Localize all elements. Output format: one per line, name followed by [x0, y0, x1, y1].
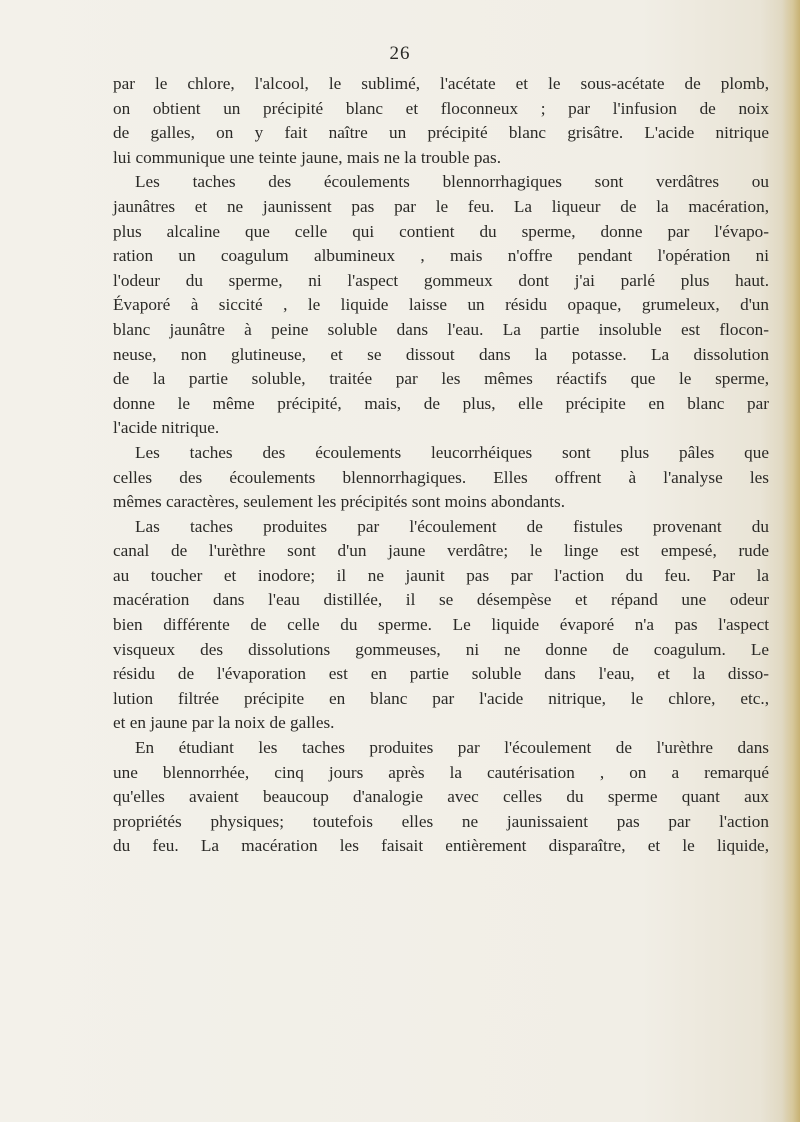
text-line: Les taches des écoulements blennorrhagiques sont verdâtres ou — [135, 172, 769, 192]
text-line: lution filtrée précipite en blanc par l'acide nitrique, le chlore, etc., — [113, 688, 769, 708]
text-line: donne le même précipité, mais, de plus, elle précipite en blanc par — [113, 393, 769, 413]
text-line: au toucher et inodore; il ne jaunit pas par l'action du feu. Par la — [113, 565, 769, 585]
text-line: Évaporé à siccité , le liquide laisse un résidu opaque, grumeleux, d'un — [113, 295, 769, 315]
text-line: une blennorrhée, cinq jours après la cautérisation , on a remarqué — [113, 762, 769, 782]
text-line: macération dans l'eau distillée, il se désempèse et répand une odeur — [113, 590, 769, 610]
text-line: jaunâtres et ne jaunissent pas par le feu. La liqueur de la macération, — [113, 196, 769, 216]
text-line: plus alcaline que celle qui contient du sperme, donne par l'évapo- — [113, 221, 769, 241]
text-line: blanc jaunâtre à peine soluble dans l'eau. La partie insoluble est flocon- — [113, 319, 769, 339]
body-text — [113, 72, 769, 859]
text-line: Las taches produites par l'écoulement de fistules provenant du — [135, 516, 769, 536]
text-line: l'acide nitrique. — [113, 418, 220, 438]
text-line: de galles, on y fait naître un précipité blanc grisâtre. L'acide nitrique — [113, 123, 769, 143]
text-line: et en jaune par la noix de galles. — [113, 713, 335, 733]
text-line: En étudiant les taches produites par l'écoulement de l'urèthre dans — [135, 738, 769, 758]
page-number: 26 — [389, 43, 411, 64]
text-line: propriétés physiques; toutefois elles ne jaunissaient pas par l'action — [113, 811, 769, 831]
text-line: visqueux des dissolutions gommeuses, ni ne donne de coagulum. Le — [113, 639, 769, 659]
text-line: celles des écoulements blennorrhagiques. Elles offrent à l'analyse les — [113, 467, 769, 487]
text-line: du feu. La macération les faisait entièrement disparaître, et le liquide, — [113, 836, 769, 856]
text-line: l'odeur du sperme, ni l'aspect gommeux dont j'ai parlé plus haut. — [113, 270, 769, 290]
text-line: bien différente de celle du sperme. Le liquide évaporé n'a pas l'aspect — [113, 615, 769, 635]
text-line: de la partie soluble, traitée par les mêmes réactifs que le sperme, — [113, 369, 769, 389]
text-line: Les taches des écoulements leucorrhéiques sont plus pâles que — [135, 442, 769, 462]
text-line: ration un coagulum albumineux , mais n'offre pendant l'opération ni — [113, 246, 769, 266]
text-line: mêmes caractères, seulement les précipités sont moins abondants. — [113, 492, 565, 512]
text-line: canal de l'urèthre sont d'un jaune verdâtre; le linge est empesé, rude — [113, 541, 769, 561]
text-line: qu'elles avaient beaucoup d'analogie avec celles du sperme quant aux — [113, 787, 769, 807]
text-line: neuse, non glutineuse, et se dissout dans la potasse. La dissolution — [113, 344, 769, 364]
text-line: lui communique une teinte jaune, mais ne la trouble pas. — [113, 147, 502, 167]
text-line: résidu de l'évaporation est en partie soluble dans l'eau, et la disso- — [113, 664, 769, 684]
text-line: on obtient un précipité blanc et floconneux ; par l'infusion de noix — [113, 98, 769, 118]
text-line: par le chlore, l'alcool, le sublimé, l'acétate et le sous-acétate de plomb, — [113, 74, 769, 93]
page-edge-shadow — [782, 0, 800, 1122]
